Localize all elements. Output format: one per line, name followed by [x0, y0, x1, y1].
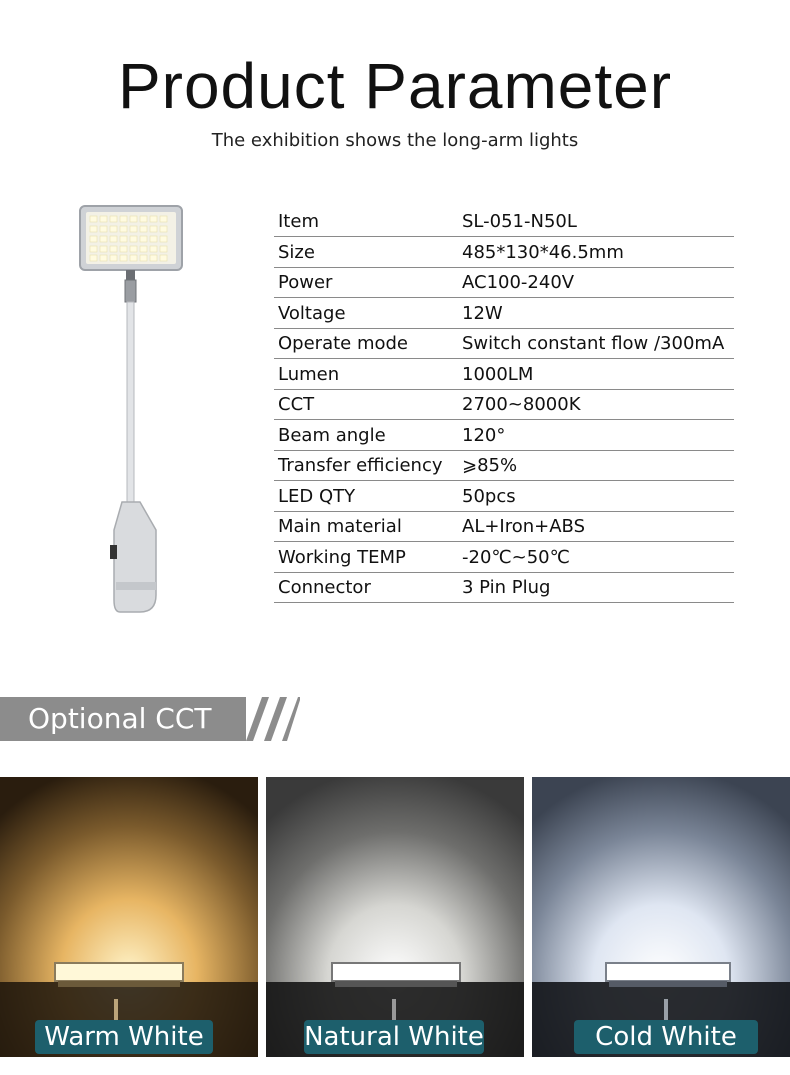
spec-value: 12W	[462, 302, 503, 324]
spec-value: ⩾85%	[462, 455, 518, 476]
spec-key: Connector	[278, 577, 371, 598]
spec-key: Operate mode	[278, 333, 408, 354]
spec-key: Main material	[278, 516, 402, 537]
spec-table	[274, 207, 734, 603]
spec-value: 50pcs	[462, 485, 516, 507]
spec-value: 1000LM	[462, 363, 534, 385]
spec-key: CCT	[278, 394, 315, 415]
spec-value: SL-051-N50L	[462, 211, 577, 232]
spec-value: 120°	[462, 424, 506, 446]
spec-key: Size	[278, 241, 315, 263]
cct-panel-warm	[0, 777, 258, 1057]
page-subtitle: The exhibition shows the long-arm lights	[211, 130, 579, 151]
spec-key: Voltage	[278, 302, 346, 324]
page-title: Product Parameter	[117, 50, 673, 122]
spec-row	[274, 390, 734, 421]
cct-panel-cold	[532, 777, 790, 1057]
section-banner	[0, 697, 300, 741]
spec-value: -20℃~50℃	[462, 546, 570, 568]
lamp-image	[70, 200, 200, 620]
spec-key: Transfer efficiency	[278, 455, 443, 476]
spec-key: Beam angle	[278, 424, 386, 446]
section-label: Optional CCT	[28, 702, 212, 735]
spec-row	[274, 512, 734, 543]
spec-value: AC100-240V	[462, 272, 575, 293]
spec-row	[274, 298, 734, 329]
spec-key: Power	[278, 272, 333, 293]
spec-key: Item	[278, 211, 319, 232]
slash-decoration-icon	[240, 697, 300, 741]
cct-tag-cold: Cold White	[574, 1020, 758, 1054]
spec-row	[274, 451, 734, 482]
spec-value: 485*130*46.5mm	[462, 241, 624, 263]
spec-value: AL+Iron+ABS	[462, 516, 586, 537]
spec-row	[274, 207, 734, 237]
spec-row	[274, 481, 734, 512]
spec-row	[274, 237, 734, 268]
spec-row	[274, 268, 734, 299]
cct-tag-natural: Natural White	[304, 1022, 484, 1052]
spec-row	[274, 329, 734, 360]
spec-row	[274, 573, 734, 604]
spec-key: Lumen	[278, 363, 340, 385]
cct-panel-natural	[266, 777, 524, 1057]
spec-value: 2700~8000K	[462, 394, 581, 415]
spec-key: LED QTY	[278, 485, 356, 507]
spec-row	[274, 542, 734, 573]
spec-value: Switch constant flow /300mA	[462, 333, 725, 354]
cct-tag-warm: Warm White	[35, 1020, 213, 1054]
spec-value: 3 Pin Plug	[462, 577, 551, 598]
spec-row	[274, 359, 734, 390]
spec-row	[274, 420, 734, 451]
spec-key: Working TEMP	[278, 546, 406, 568]
